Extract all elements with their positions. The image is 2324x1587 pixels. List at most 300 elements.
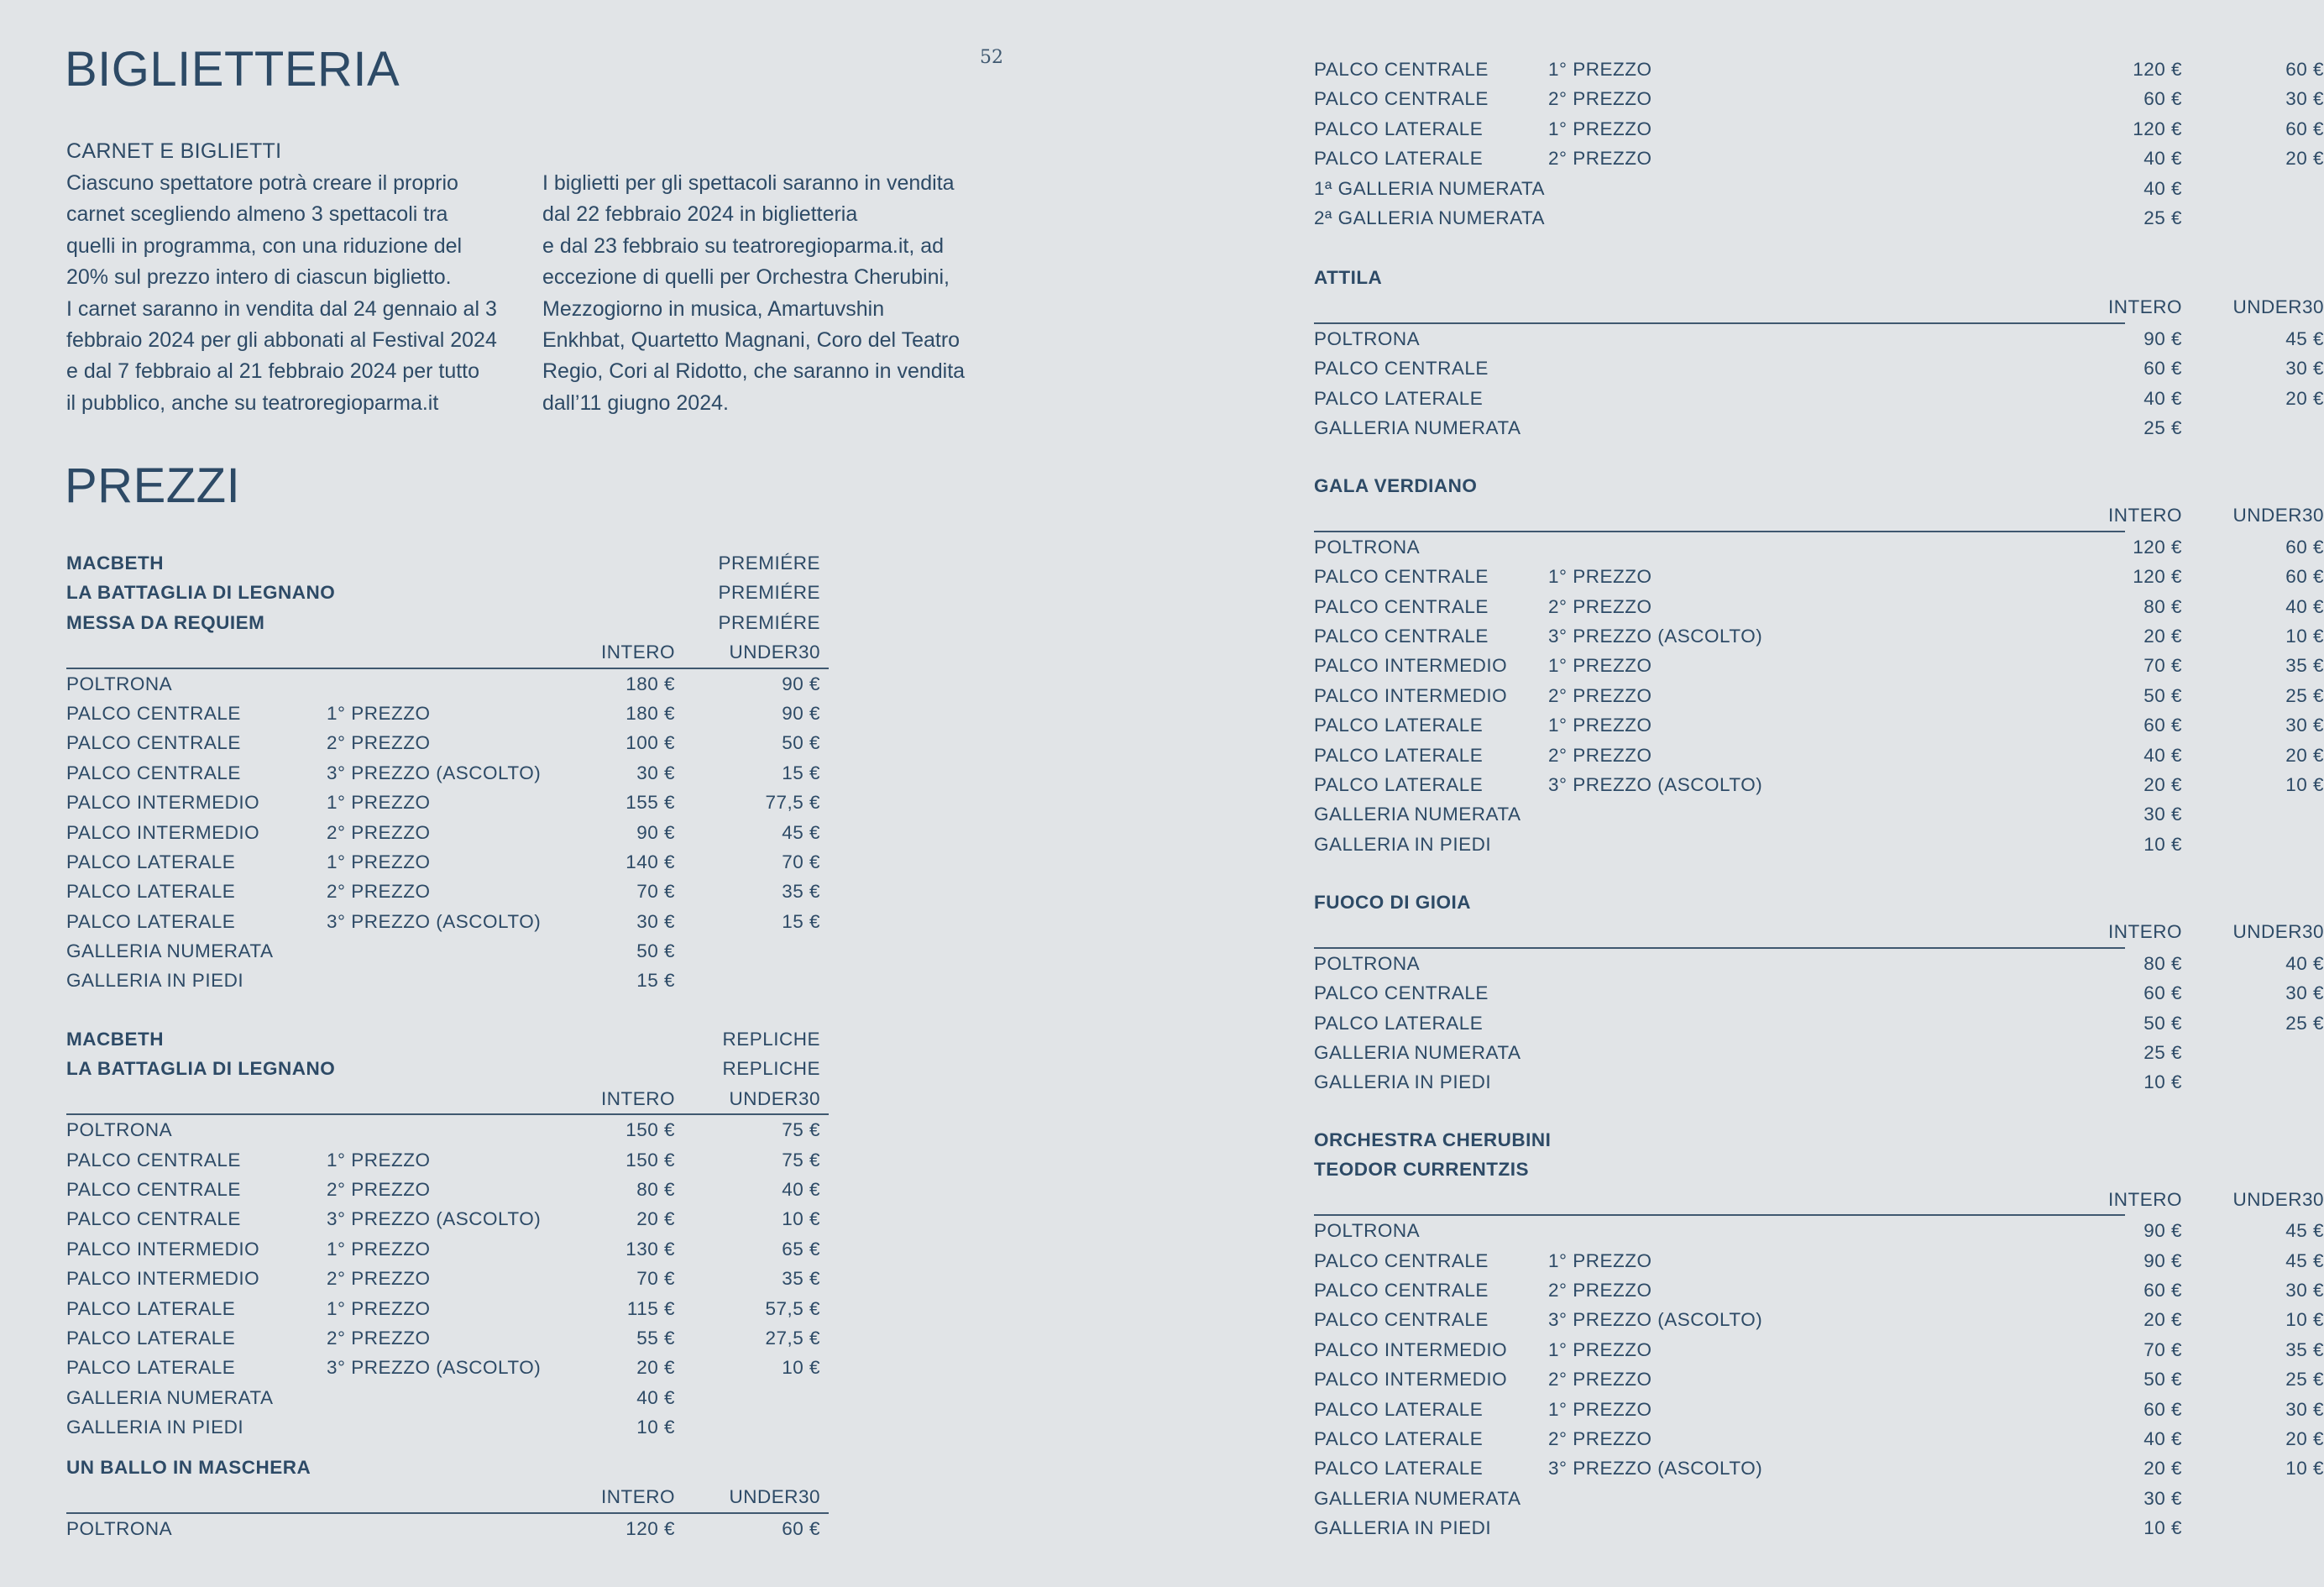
price-intero: 120 € (2133, 118, 2182, 139)
column-header-row (66, 637, 829, 668)
seat-type: PALCO CENTRALE (1314, 625, 1489, 647)
price-row (1314, 681, 2324, 710)
price-tier: 3° PREZZO (ASCOLTO) (1548, 1458, 1763, 1480)
price-intero: 50 € (2143, 1369, 2182, 1391)
price-table (66, 1024, 829, 1442)
price-intero: 70 € (2143, 1338, 2182, 1360)
intro-line: dall’11 giugno 2024. (542, 390, 729, 415)
seat-type: 1ª GALLERIA NUMERATA (1314, 177, 1546, 199)
column-header-under30: UNDER30 (729, 1486, 820, 1508)
price-tier: 2° PREZZO (1548, 1279, 1652, 1301)
price-under30: 60 € (782, 1517, 820, 1539)
right-page (1058, 0, 2324, 1587)
price-intero: 10 € (636, 1417, 675, 1438)
intro-column-2 (542, 168, 965, 419)
price-row (1314, 1364, 2324, 1394)
price-under30: 60 € (2285, 566, 2324, 588)
column-header-intero: INTERO (2107, 296, 2182, 318)
price-under30: 35 € (2285, 1338, 2324, 1360)
price-intero: 40 € (2143, 387, 2182, 409)
price-intero: 40 € (2143, 148, 2182, 170)
price-under30: 27,5 € (765, 1327, 820, 1349)
price-tier: 2° PREZZO (1548, 595, 1652, 617)
show-title-row (1314, 1125, 2125, 1155)
price-intero: 120 € (2133, 536, 2182, 558)
price-row (66, 728, 829, 757)
price-row (66, 1383, 829, 1412)
seat-type: PALCO LATERALE (66, 881, 236, 903)
column-header-intero: INTERO (2107, 1188, 2182, 1210)
price-intero: 60 € (2143, 88, 2182, 110)
price-tier: 2° PREZZO (327, 1268, 431, 1290)
price-under30: 25 € (2285, 684, 2324, 706)
performance-tag: REPLICHE (722, 1029, 820, 1050)
seat-type: PALCO CENTRALE (66, 1208, 241, 1230)
price-intero: 60 € (2143, 1398, 2182, 1420)
show-title: LA BATTAGLIA DI LEGNANO (66, 582, 336, 604)
price-row (66, 1514, 829, 1543)
seat-type: PALCO LATERALE (1314, 118, 1484, 139)
intro-line: carnet scegliendo almeno 3 spettacoli tra (66, 202, 448, 227)
page-number: 52 (980, 47, 1003, 68)
price-tier: 3° PREZZO (ASCOLTO) (327, 1208, 542, 1230)
price-row (1314, 1246, 2324, 1275)
price-under30: 35 € (2285, 655, 2324, 677)
seat-type: PALCO LATERALE (66, 1327, 236, 1349)
column-header-intero: INTERO (600, 642, 675, 663)
price-intero: 20 € (636, 1208, 675, 1230)
show-title-row (66, 1024, 829, 1054)
price-under30: 10 € (2285, 1309, 2324, 1331)
intro-heading: CARNET E BIGLIETTI (66, 139, 282, 163)
show-title: TEODOR CURRENTZIS (1314, 1159, 1529, 1181)
show-title: FUOCO DI GIOIA (1314, 892, 1471, 913)
seat-type: POLTRONA (66, 673, 173, 694)
price-intero: 150 € (625, 1149, 675, 1171)
price-intero: 10 € (2143, 833, 2182, 855)
price-intero: 10 € (2143, 1071, 2182, 1093)
price-tier: 1° PREZZO (1548, 715, 1652, 736)
price-tier: 1° PREZZO (1548, 118, 1652, 139)
seat-type: PALCO CENTRALE (1314, 595, 1489, 617)
price-tier: 2° PREZZO (1548, 148, 1652, 170)
price-tier: 1° PREZZO (327, 792, 431, 814)
seat-type: PALCO CENTRALE (1314, 358, 1489, 380)
price-intero: 70 € (636, 1268, 675, 1290)
price-row (1314, 621, 2324, 651)
column-header-under30: UNDER30 (2232, 921, 2324, 943)
price-row (1314, 1395, 2324, 1424)
price-under30: 77,5 € (765, 792, 820, 814)
price-row (1314, 1008, 2324, 1038)
price-tier: 2° PREZZO (1548, 744, 1652, 766)
price-under30: 40 € (782, 1178, 820, 1200)
price-row (66, 1145, 829, 1175)
price-under30: 30 € (2285, 982, 2324, 1004)
price-intero: 90 € (2143, 327, 2182, 349)
price-table (66, 1453, 829, 1543)
column-header-under30: UNDER30 (729, 642, 820, 663)
price-under30: 30 € (2285, 1398, 2324, 1420)
intro-line: Mezzogiorno in musica, Amartuvshin (542, 296, 885, 321)
price-under30: 30 € (2285, 715, 2324, 736)
performance-tag: REPLICHE (722, 1058, 820, 1080)
seat-type: PALCO LATERALE (66, 910, 236, 932)
price-intero: 70 € (636, 881, 675, 903)
seat-type: GALLERIA IN PIEDI (1314, 1071, 1492, 1093)
price-intero: 40 € (2143, 1427, 2182, 1449)
price-under30: 25 € (2285, 1012, 2324, 1034)
price-row (66, 818, 829, 847)
column-header-row (66, 1084, 829, 1115)
price-intero: 120 € (2133, 566, 2182, 588)
seat-type: GALLERIA NUMERATA (1314, 1487, 1521, 1509)
price-row (66, 1412, 829, 1442)
price-intero: 15 € (636, 970, 675, 992)
price-tier: 1° PREZZO (1548, 655, 1652, 677)
price-under30: 10 € (2285, 773, 2324, 795)
seat-type: PALCO LATERALE (66, 851, 236, 872)
price-under30: 50 € (782, 732, 820, 754)
price-intero: 30 € (636, 762, 675, 783)
seat-type: POLTRONA (1314, 1220, 1421, 1242)
price-under30: 30 € (2285, 1279, 2324, 1301)
seat-type: PALCO CENTRALE (1314, 88, 1489, 110)
price-row (1314, 384, 2324, 413)
price-under30: 25 € (2285, 1369, 2324, 1391)
price-tier: 3° PREZZO (ASCOLTO) (1548, 773, 1763, 795)
seat-type: PALCO LATERALE (1314, 744, 1484, 766)
price-intero: 20 € (2143, 773, 2182, 795)
price-under30: 65 € (782, 1238, 820, 1260)
price-row (1314, 651, 2324, 680)
seat-type: PALCO CENTRALE (1314, 1309, 1489, 1331)
price-intero: 60 € (2143, 982, 2182, 1004)
seat-type: GALLERIA NUMERATA (66, 1386, 274, 1408)
price-row (66, 788, 829, 817)
price-under30: 45 € (782, 821, 820, 843)
price-under30: 45 € (2285, 1220, 2324, 1242)
price-under30: 20 € (2285, 387, 2324, 409)
price-tier: 2° PREZZO (1548, 1427, 1652, 1449)
show-title-row (1314, 888, 2125, 917)
price-intero: 70 € (2143, 655, 2182, 677)
price-under30: 10 € (2285, 1458, 2324, 1480)
price-intero: 155 € (625, 792, 675, 814)
price-table (1314, 55, 2324, 233)
seat-type: GALLERIA NUMERATA (66, 940, 274, 962)
price-intero: 90 € (2143, 1249, 2182, 1271)
intro-line: eccezione di quelli per Orchestra Cherubini, (542, 265, 950, 290)
column-header-under30: UNDER30 (2232, 296, 2324, 318)
show-title: GALA VERDIANO (1314, 475, 1478, 496)
show-title-row (66, 548, 829, 578)
price-row (1314, 770, 2324, 799)
seat-type: GALLERIA NUMERATA (1314, 804, 1521, 825)
seat-type: PALCO LATERALE (1314, 715, 1484, 736)
price-tier: 1° PREZZO (1548, 566, 1652, 588)
price-tier: 1° PREZZO (1548, 59, 1652, 80)
show-title: MACBETH (66, 553, 164, 574)
price-intero: 30 € (2143, 804, 2182, 825)
price-intero: 60 € (2143, 358, 2182, 380)
show-title-row (1314, 263, 2125, 292)
price-intero: 50 € (636, 940, 675, 962)
price-intero: 30 € (636, 910, 675, 932)
intro-line: 20% sul prezzo intero di ciascun biglietto. (66, 265, 452, 290)
price-under30: 35 € (782, 1268, 820, 1290)
price-row (1314, 949, 2324, 978)
seat-type: PALCO CENTRALE (66, 762, 241, 783)
seat-type: PALCO LATERALE (1314, 1398, 1484, 1420)
column-header-row (1314, 1185, 2324, 1216)
price-intero: 120 € (2133, 59, 2182, 80)
price-row (1314, 710, 2324, 740)
price-row (1314, 1305, 2324, 1334)
price-tier: 2° PREZZO (327, 821, 431, 843)
seat-type: PALCO CENTRALE (1314, 566, 1489, 588)
price-row (1314, 203, 2182, 233)
seat-type: GALLERIA NUMERATA (1314, 1041, 1521, 1063)
left-page (0, 0, 1058, 1587)
price-tier: 3° PREZZO (ASCOLTO) (1548, 625, 1763, 647)
price-row (1314, 324, 2324, 354)
column-header-row (1314, 917, 2324, 948)
price-intero: 120 € (625, 1517, 675, 1539)
price-under30: 10 € (782, 1208, 820, 1230)
price-intero: 80 € (2143, 595, 2182, 617)
price-row (66, 966, 829, 995)
price-tier: 1° PREZZO (1548, 1338, 1652, 1360)
price-under30: 35 € (782, 881, 820, 903)
price-row (66, 1204, 829, 1233)
seat-type: PALCO INTERMEDIO (66, 821, 260, 843)
seat-type: POLTRONA (1314, 536, 1421, 558)
price-intero: 40 € (2143, 177, 2182, 199)
price-under30: 57,5 € (765, 1297, 820, 1319)
price-table (1314, 1125, 2324, 1542)
price-under30: 90 € (782, 702, 820, 724)
price-under30: 30 € (2285, 358, 2324, 380)
price-intero: 25 € (2143, 1041, 2182, 1063)
price-row (1314, 1453, 2324, 1483)
price-tier: 1° PREZZO (327, 1297, 431, 1319)
price-row (66, 847, 829, 877)
price-tier: 2° PREZZO (327, 881, 431, 903)
price-under30: 40 € (2285, 595, 2324, 617)
price-row (66, 877, 829, 906)
price-under30: 30 € (2285, 88, 2324, 110)
show-title: ATTILA (1314, 267, 1383, 288)
show-title: LA BATTAGLIA DI LEGNANO (66, 1058, 336, 1080)
performance-tag: PREMIÉRE (718, 553, 820, 574)
intro-line: e dal 7 febbraio al 21 febbraio 2024 per tutto (66, 359, 480, 384)
price-intero: 10 € (2143, 1517, 2182, 1539)
seat-type: PALCO CENTRALE (66, 1178, 241, 1200)
column-header-under30: UNDER30 (2232, 505, 2324, 526)
show-title: UN BALLO IN MASCHERA (66, 1457, 311, 1478)
column-header-under30: UNDER30 (2232, 1188, 2324, 1210)
price-row (66, 1264, 829, 1293)
seat-type: PALCO CENTRALE (66, 1149, 241, 1171)
seat-type: PALCO INTERMEDIO (1314, 1338, 1508, 1360)
price-under30: 60 € (2285, 536, 2324, 558)
price-tier: 2° PREZZO (327, 1327, 431, 1349)
price-row (1314, 1067, 2182, 1097)
price-tier: 1° PREZZO (327, 702, 431, 724)
price-intero: 20 € (2143, 625, 2182, 647)
price-under30: 75 € (782, 1149, 820, 1171)
price-intero: 90 € (2143, 1220, 2182, 1242)
price-intero: 60 € (2143, 715, 2182, 736)
price-intero: 25 € (2143, 416, 2182, 438)
intro-line: dal 22 febbraio 2024 in biglietteria (542, 202, 858, 227)
price-row (66, 1115, 829, 1144)
seat-type: GALLERIA IN PIEDI (66, 1417, 244, 1438)
seat-type: PALCO INTERMEDIO (1314, 655, 1508, 677)
price-intero: 20 € (2143, 1309, 2182, 1331)
seat-type: PALCO LATERALE (1314, 387, 1484, 409)
price-intero: 80 € (636, 1178, 675, 1200)
seat-type: PALCO INTERMEDIO (1314, 684, 1508, 706)
price-under30: 15 € (782, 910, 820, 932)
price-table (1314, 471, 2324, 859)
seat-type: PALCO INTERMEDIO (66, 1238, 260, 1260)
show-title-row (1314, 471, 2125, 500)
seat-type: PALCO CENTRALE (66, 702, 241, 724)
intro-column-1 (66, 168, 497, 419)
price-under30: 45 € (2285, 1249, 2324, 1271)
intro-line: I biglietti per gli spettacoli saranno in vendita (542, 171, 955, 195)
seat-type: PALCO CENTRALE (1314, 982, 1489, 1004)
price-under30: 60 € (2285, 59, 2324, 80)
price-under30: 45 € (2285, 327, 2324, 349)
seat-type: PALCO LATERALE (1314, 1458, 1484, 1480)
price-row (1314, 1484, 2182, 1513)
price-row (66, 1353, 829, 1382)
price-tier: 1° PREZZO (1548, 1398, 1652, 1420)
page-heading-biglietteria: BIGLIETTERIA (65, 42, 400, 97)
price-tier: 2° PREZZO (1548, 684, 1652, 706)
price-row (66, 1294, 829, 1323)
seat-type: PALCO CENTRALE (66, 732, 241, 754)
show-title-row (66, 1054, 829, 1083)
price-row (1314, 562, 2324, 591)
price-table (1314, 263, 2324, 443)
seat-type: PALCO LATERALE (66, 1357, 236, 1379)
column-header-row (1314, 500, 2324, 532)
price-row (1314, 55, 2324, 84)
seat-type: PALCO CENTRALE (1314, 59, 1489, 80)
price-intero: 115 € (626, 1297, 675, 1319)
price-under30: 75 € (782, 1119, 820, 1141)
price-row (1314, 741, 2324, 770)
price-intero: 100 € (625, 732, 675, 754)
price-under30: 15 € (782, 762, 820, 783)
column-header-row (1314, 292, 2324, 323)
price-row (1314, 978, 2324, 1008)
performance-tag: PREMIÉRE (718, 611, 820, 633)
price-row (66, 758, 829, 788)
price-intero: 140 € (625, 851, 675, 872)
price-intero: 80 € (2143, 952, 2182, 974)
column-header-intero: INTERO (2107, 505, 2182, 526)
price-tier: 2° PREZZO (327, 1178, 431, 1200)
price-row (1314, 1275, 2324, 1305)
show-title: ORCHESTRA CHERUBINI (1314, 1129, 1552, 1150)
price-row (1314, 592, 2324, 621)
price-intero: 20 € (2143, 1458, 2182, 1480)
price-row (66, 1323, 829, 1353)
price-tier: 1° PREZZO (327, 1149, 431, 1171)
seat-type: PALCO LATERALE (1314, 1012, 1484, 1034)
price-tier: 3° PREZZO (ASCOLTO) (327, 910, 542, 932)
price-row (1314, 354, 2324, 383)
price-intero: 30 € (2143, 1487, 2182, 1509)
seat-type: 2ª GALLERIA NUMERATA (1314, 207, 1546, 228)
price-tier: 2° PREZZO (1548, 88, 1652, 110)
price-under30: 20 € (2285, 1427, 2324, 1449)
price-intero: 180 € (625, 702, 675, 724)
price-row (1314, 1335, 2324, 1364)
seat-type: POLTRONA (66, 1517, 173, 1539)
prices-heading: PREZZI (65, 458, 241, 513)
show-title-row (66, 608, 829, 637)
price-under30: 40 € (2285, 952, 2324, 974)
column-header-intero: INTERO (600, 1486, 675, 1508)
price-row (1314, 144, 2324, 173)
price-tier: 2° PREZZO (327, 732, 431, 754)
price-under30: 90 € (782, 673, 820, 694)
price-row (1314, 830, 2182, 859)
seat-type: PALCO CENTRALE (1314, 1279, 1489, 1301)
price-row (1314, 1424, 2324, 1453)
price-intero: 55 € (636, 1327, 675, 1349)
price-tier: 3° PREZZO (ASCOLTO) (327, 1357, 542, 1379)
seat-type: POLTRONA (1314, 952, 1421, 974)
price-intero: 90 € (636, 821, 675, 843)
column-header-row (66, 1482, 829, 1513)
price-under30: 10 € (2285, 625, 2324, 647)
price-table (1314, 888, 2324, 1097)
column-header-intero: INTERO (600, 1087, 675, 1109)
price-row (1314, 1216, 2324, 1245)
price-under30: 70 € (782, 851, 820, 872)
price-table (66, 548, 829, 996)
price-row (66, 936, 829, 966)
column-header-intero: INTERO (2107, 921, 2182, 943)
intro-line: Enkhbat, Quartetto Magnani, Coro del Teatro (542, 328, 960, 353)
show-title: MACBETH (66, 1029, 164, 1050)
price-row (1314, 1513, 2182, 1542)
column-header-under30: UNDER30 (729, 1087, 820, 1109)
price-tier: 1° PREZZO (1548, 1249, 1652, 1271)
price-tier: 1° PREZZO (327, 851, 431, 872)
intro-line: Ciascuno spettatore potrà creare il proprio (66, 171, 458, 195)
price-tier: 3° PREZZO (ASCOLTO) (327, 762, 542, 783)
price-intero: 40 € (2143, 744, 2182, 766)
price-intero: 60 € (2143, 1279, 2182, 1301)
price-row (66, 669, 829, 699)
seat-type: GALLERIA IN PIEDI (1314, 833, 1492, 855)
price-row (1314, 1038, 2182, 1067)
price-intero: 50 € (2143, 1012, 2182, 1034)
price-under30: 10 € (782, 1357, 820, 1379)
intro-line: Regio, Cori al Ridotto, che saranno in vendita (542, 359, 966, 384)
price-row (66, 1175, 829, 1204)
price-row (1314, 799, 2182, 829)
seat-type: POLTRONA (66, 1119, 173, 1141)
